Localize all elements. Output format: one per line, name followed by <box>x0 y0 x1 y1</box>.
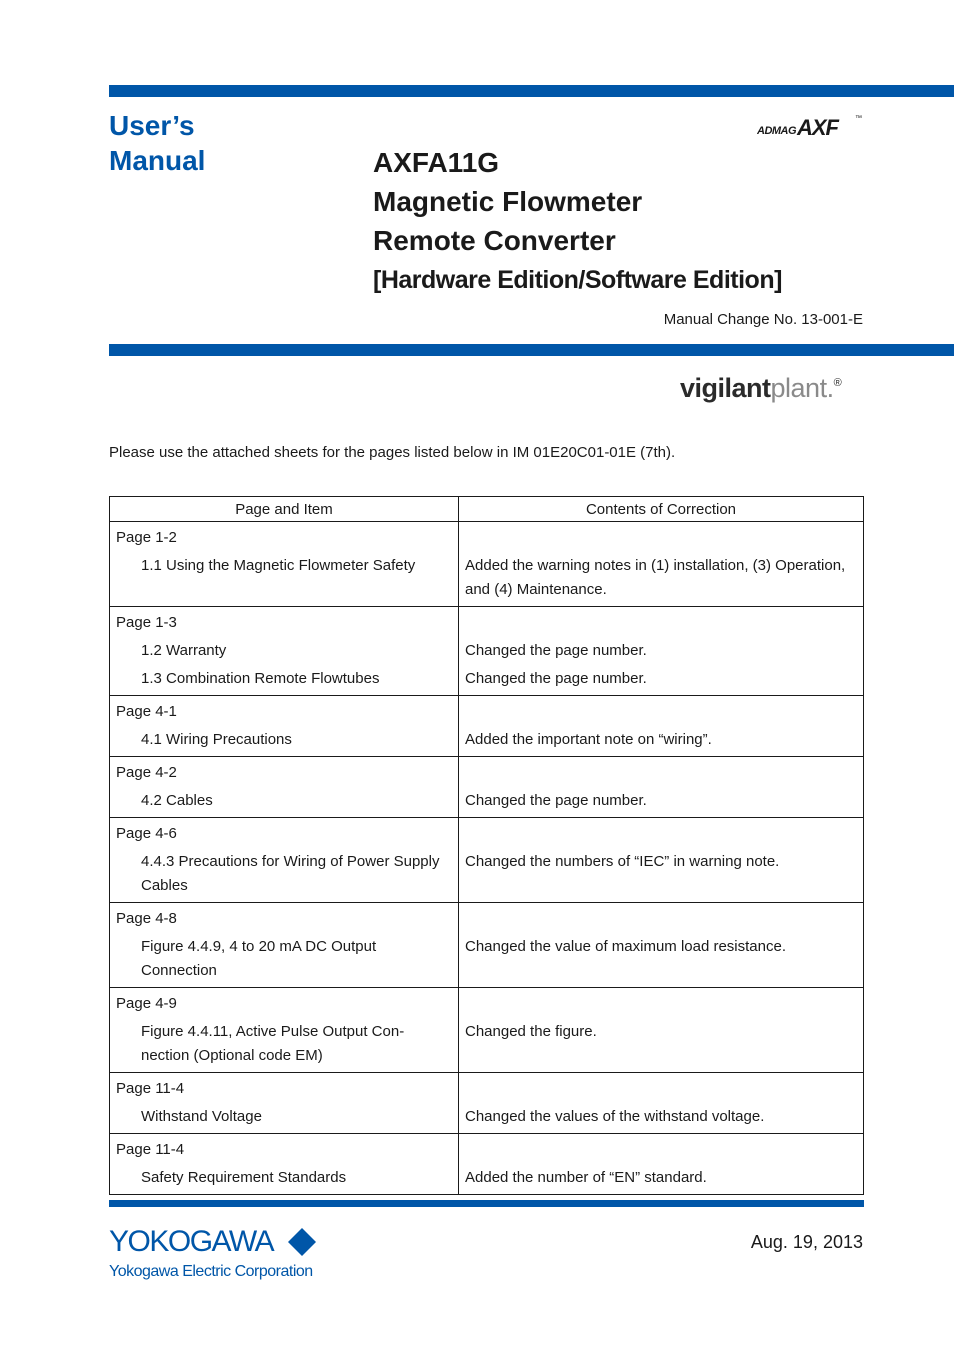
page-ref: Page 11-4 <box>116 1141 185 1158</box>
correction-text: Changed the page number. <box>465 670 647 687</box>
diamond-icon <box>288 1228 316 1256</box>
page-item-cell <box>110 696 459 757</box>
correction-cell <box>459 1073 864 1134</box>
correction-cell <box>459 988 864 1073</box>
correction-cell <box>459 696 864 757</box>
doc-type <box>109 108 205 178</box>
svg-text:AXF: AXF <box>797 115 838 140</box>
model-number: AXFA11G <box>373 147 500 178</box>
table-row <box>110 696 864 757</box>
correction-text: Added the warning notes in (1) installation, (3) Operation, and (4) Maintenance. <box>465 557 846 598</box>
table-row <box>110 607 864 696</box>
vigilantplant-logo <box>680 373 841 404</box>
title-line2: Magnetic Flowmeter <box>373 186 643 217</box>
item-text: 4.1 Wiring Precautions <box>141 731 292 748</box>
header-rule-bottom <box>109 344 954 356</box>
manual-title <box>373 143 782 300</box>
table-row <box>110 1134 864 1195</box>
doc-type-line2: Manual <box>109 145 206 176</box>
table-header-row <box>110 497 864 522</box>
page-ref: Page 1-2 <box>116 529 177 546</box>
title-line3: Remote Converter <box>373 225 616 256</box>
registered-mark: ® <box>833 377 842 389</box>
item-text: 1.2 Warranty <box>141 642 227 659</box>
yokogawa-logo <box>109 1225 316 1259</box>
correction-cell <box>459 818 864 903</box>
page-ref: Page 4-8 <box>116 910 177 927</box>
correction-text: Changed the numbers of “IEC” in warning note. <box>465 853 780 870</box>
page-item-cell <box>110 988 459 1073</box>
footer-rule <box>109 1200 864 1207</box>
intro-text: Please use the attached sheets for the pages listed below in IM 01E20C01-01E (7th). <box>109 444 676 461</box>
correction-text: Added the important note on “wiring”. <box>465 731 712 748</box>
correction-text: Changed the page number. <box>465 792 647 809</box>
item-text: 1.1 Using the Magnetic Flowmeter Safety <box>141 557 416 574</box>
item-text: Safety Requirement Standards <box>141 1169 347 1186</box>
svg-text:™: ™ <box>855 115 862 122</box>
vigilant-text: vigilant <box>680 373 771 403</box>
page-ref: Page 11-4 <box>116 1080 185 1097</box>
item-text: Withstand Voltage <box>141 1108 262 1125</box>
item-text: 4.4.3 Precautions for Wiring of Power Supply Cables <box>141 853 440 894</box>
correction-text: Changed the figure. <box>465 1023 597 1040</box>
correction-cell <box>459 903 864 988</box>
correction-text: Changed the value of maximum load resistance. <box>465 938 787 955</box>
page-ref: Page 4-2 <box>116 764 177 781</box>
correction-cell <box>459 607 864 696</box>
yokogawa-wordmark: YOKOGAWA <box>109 1225 274 1258</box>
page-ref: Page 4-1 <box>116 703 177 720</box>
correction-cell <box>459 1134 864 1195</box>
table-row <box>110 818 864 903</box>
correction-cell <box>459 757 864 818</box>
table-row <box>110 903 864 988</box>
table-row <box>110 522 864 607</box>
edition-label: [Hardware Edition/Software Edition] <box>373 266 782 294</box>
page-item-cell <box>110 1134 459 1195</box>
page-ref: Page 4-9 <box>116 995 177 1012</box>
doc-type-line1: User’s <box>109 110 195 141</box>
admag-axf-logo <box>757 112 867 142</box>
page-ref: Page 1-3 <box>116 614 177 631</box>
table-row <box>110 1073 864 1134</box>
item-text: 1.3 Combination Remote Flowtubes <box>141 670 380 687</box>
item-text: 4.2 Cables <box>141 792 213 809</box>
item-text: Figure 4.4.9, 4 to 20 mA DC Output Connection <box>141 938 377 979</box>
correction-text: Changed the page number. <box>465 642 647 659</box>
correction-cell <box>459 522 864 607</box>
correction-text: Changed the values of the withstand voltage. <box>465 1108 765 1125</box>
page-item-cell <box>110 1073 459 1134</box>
item-text: Figure 4.4.11, Active Pulse Output Con-nection (Optional code EM) <box>141 1023 405 1064</box>
header-page-and-item: Page and Item <box>110 497 459 522</box>
page-item-cell <box>110 522 459 607</box>
page-item-cell <box>110 903 459 988</box>
issue-date: Aug. 19, 2013 <box>750 1232 863 1252</box>
manual-change-number: Manual Change No. 13-001-E <box>663 311 863 328</box>
corporation-name: Yokogawa Electric Corporation <box>109 1263 313 1280</box>
correction-table <box>109 496 864 1195</box>
table-row <box>110 757 864 818</box>
svg-text:ADMAG: ADMAG <box>757 125 797 137</box>
plant-text: plant. <box>770 373 834 403</box>
page-item-cell <box>110 757 459 818</box>
page-item-cell <box>110 607 459 696</box>
page-ref: Page 4-6 <box>116 825 177 842</box>
header-contents: Contents of Correction <box>459 497 864 522</box>
page-item-cell <box>110 818 459 903</box>
header-rule-top <box>109 85 954 97</box>
correction-text: Added the number of “EN” standard. <box>465 1169 707 1186</box>
table-row <box>110 988 864 1073</box>
